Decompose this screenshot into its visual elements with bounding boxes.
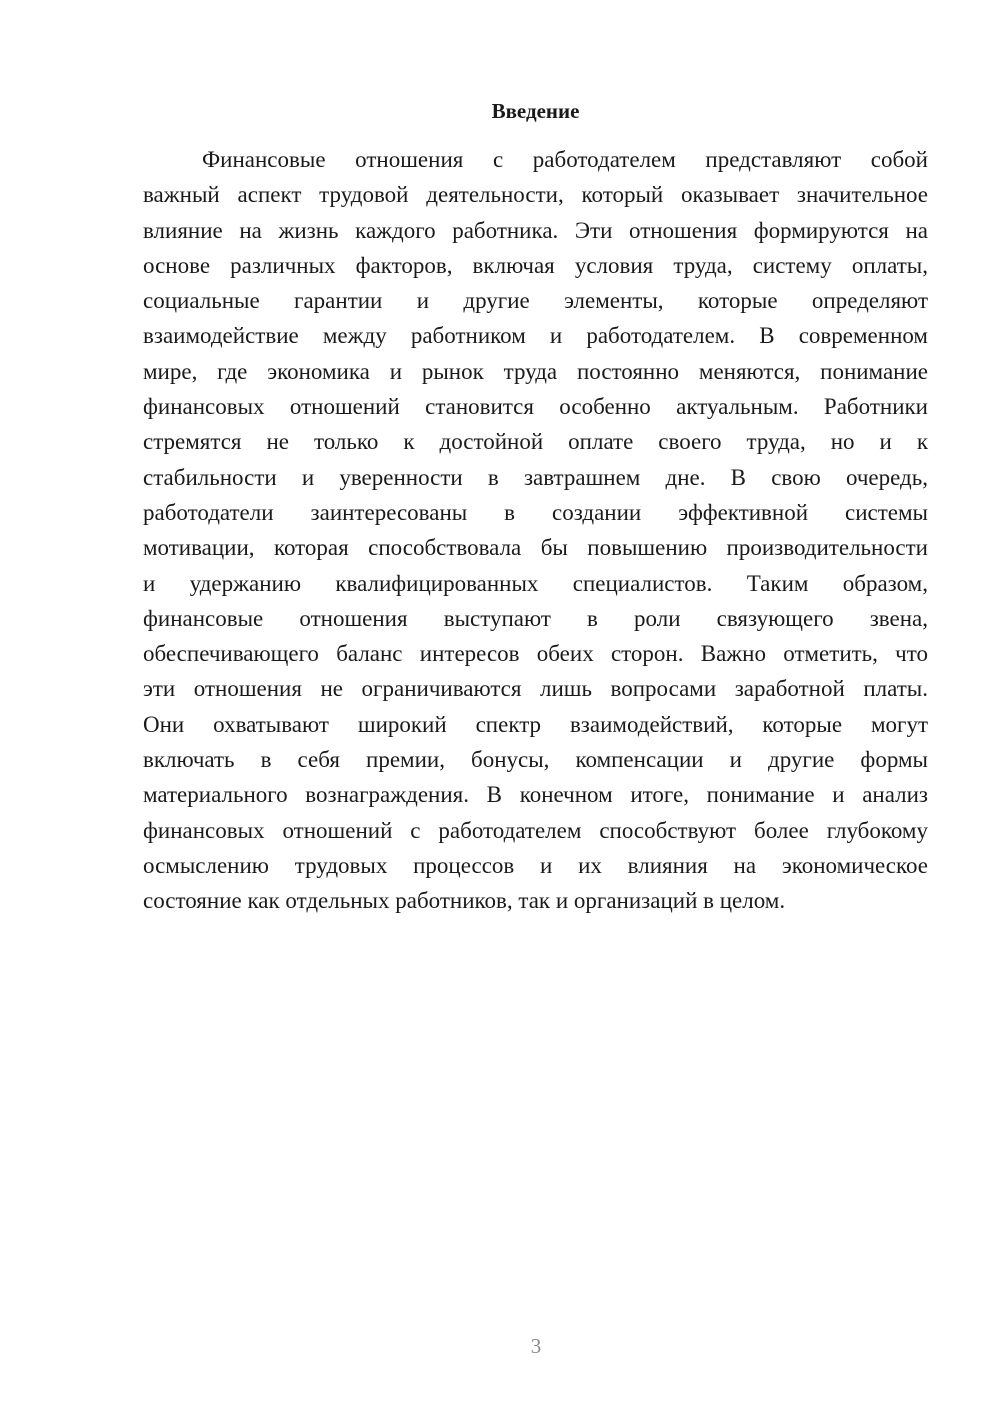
paragraph-line: финансовые отношения выступают в роли связующего звена, (143, 605, 928, 631)
paragraph-line: важный аспект трудовой деятельности, который оказывает значительное (143, 182, 928, 208)
paragraph-line: работодатели заинтересованы в создании эффективной системы (143, 499, 928, 525)
paragraph-line: стремятся не только к достойной оплате своего труда, но и к (143, 429, 928, 455)
intro-paragraph (143, 142, 928, 919)
paragraph-line: эти отношения не ограничиваются лишь вопросами заработной платы. (143, 676, 928, 702)
paragraph-line: осмыслению трудовых процессов и их влияния на экономическое (143, 852, 928, 878)
paragraph-line: Они охватывают широкий спектр взаимодействий, которые могут (143, 711, 928, 737)
paragraph-line: финансовых отношений становится особенно актуальным. Работники (143, 394, 928, 420)
paragraph-line: финансовых отношений с работодателем способствуют более глубокому (143, 817, 928, 843)
paragraph-line: социальные гарантии и другие элементы, которые определяют (143, 288, 928, 314)
page-number: 3 (530, 1334, 542, 1358)
paragraph-line: Финансовые отношения с работодателем представляют собой (202, 147, 928, 172)
paragraph-line: включать в себя премии, бонусы, компенсации и другие формы (143, 747, 928, 773)
section-title: Введение (491, 99, 580, 123)
paragraph-line: мотивации, которая способствовала бы повышению производительности (143, 535, 928, 561)
paragraph-line: влияние на жизнь каждого работника. Эти отношения формируются на (143, 217, 928, 243)
paragraph-line: и удержанию квалифицированных специалистов. Таким образом, (143, 570, 928, 596)
paragraph-line: состояние как отдельных работников, так и организаций в целом. (143, 888, 786, 914)
paragraph-line: стабильности и уверенности в завтрашнем дне. В свою очередь, (143, 464, 928, 490)
paragraph-line: мире, где экономика и рынок труда постоянно меняются, понимание (143, 358, 928, 384)
paragraph-line: взаимодействие между работником и работодателем. В современном (143, 323, 928, 349)
paragraph-line: материального вознаграждения. В конечном итоге, понимание и анализ (143, 782, 928, 808)
paragraph-line: обеспечивающего баланс интересов обеих сторон. Важно отметить, что (143, 641, 928, 667)
paragraph-line: основе различных факторов, включая условия труда, систему оплаты, (143, 252, 928, 278)
